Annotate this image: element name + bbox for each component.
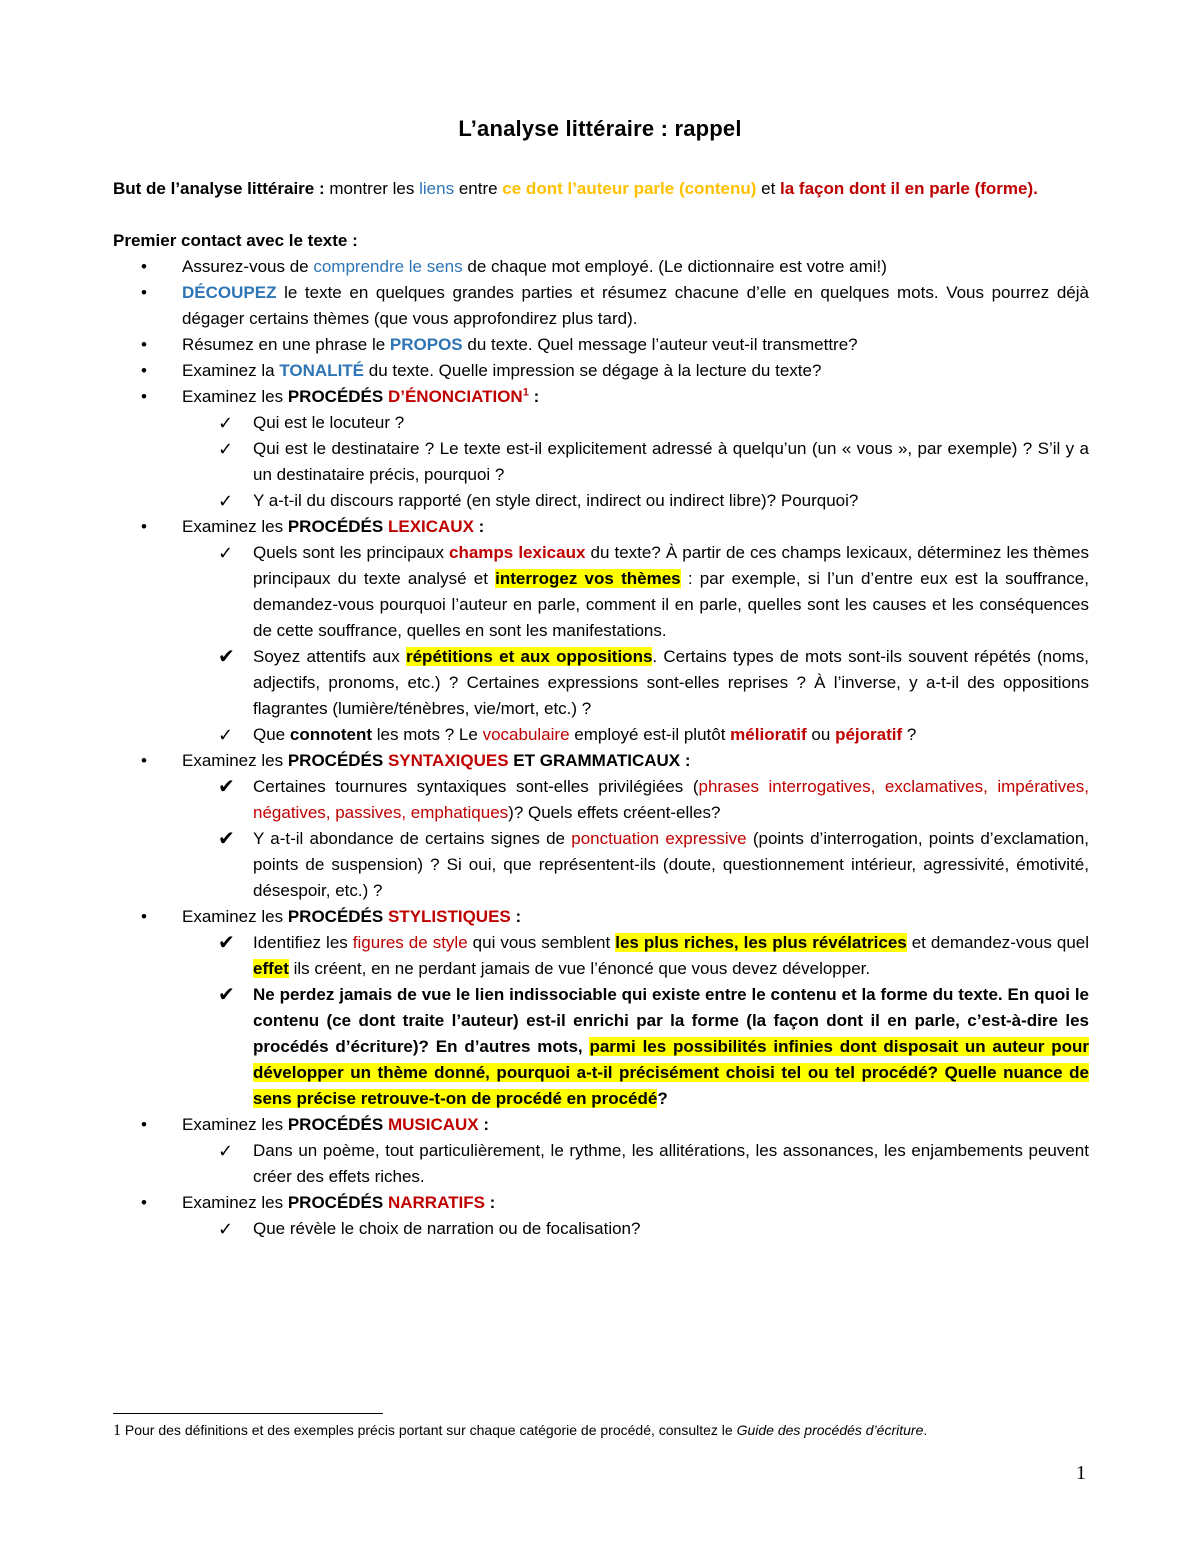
sub-item-text: et demandez-vous quel [906,933,1090,952]
document-body [113,176,1089,1242]
sub-item-red: mélioratif [730,725,807,744]
sub-item-text: ou [806,725,836,744]
sub-item-text: qui vous semblent [467,933,616,952]
item-text: Examinez la [182,361,280,380]
footnote-separator [113,1413,383,1414]
item-procedes: PROCÉDÉS [287,1193,388,1212]
footnote [113,1420,927,1441]
list-item-sens [113,254,1089,280]
item-text: : [484,1193,496,1212]
page-title: L’analyse littéraire : rappel [458,116,742,141]
item-text: : [510,907,522,926]
sub-item-text: )? Quels effets créent-elles? [508,803,721,822]
item-category: LEXICAUX [387,517,474,536]
item-procedes: PROCÉDÉS [287,751,388,770]
item-highlight: DÉCOUPEZ [182,283,277,302]
check-icon: ✓ [218,413,234,433]
sub-item-text: Y a-t-il du discours rapporté (en style direct, indirect ou indirect libre)? Pourquoi? [253,491,859,510]
item-procedes: PROCÉDÉS [287,517,388,536]
main-list [113,254,1089,1242]
item-procedes: PROCÉDÉS [287,907,388,926]
list-item-syntaxiques [113,748,1089,904]
item-category: STYLISTIQUES [387,907,511,926]
footnote-number: 1 [113,1422,121,1439]
sub-list [182,1138,1089,1190]
sub-item-text: les mots ? Le [372,725,483,744]
bullet-icon: • [141,907,147,926]
sub-item [113,982,1089,1112]
sub-item-highlight: parmi les possibilités infinies dont disposait un auteur pour développer un thème donné, pourquoi a-t-il précisément choisi tel ou tel procédé? Quelle nuance de sens précise retrouve-t-on de procédé en procédé [253,1037,1089,1108]
list-item-musicaux [113,1112,1089,1190]
bullet-icon: • [141,1115,147,1134]
item-text: du texte. Quel message l’auteur veut-il transmettre? [462,335,858,354]
item-procedes: PROCÉDÉS [287,387,388,406]
sub-item-text: du texte? À partir de ces champs lexicaux, déterminez les thèmes principaux du texte analysé et [253,543,1090,588]
sub-item-highlight: les plus riches, les plus révélatrices [615,933,907,952]
bullet-icon: • [141,751,147,770]
sub-item-text: Que [253,725,290,744]
sub-item [113,1138,1089,1190]
sub-list [182,774,1089,904]
sub-item-text: : par exemple, si l’un d’entre eux est la souffrance, demandez-vous pourquoi l’auteur en parle, comment il en parle, quelles sont les causes et les conséquences de cette souffrance, quelles en sont les manifestations. [253,569,1089,640]
check-bold-icon: ✔ [218,646,235,668]
item-text: Assurez-vous de [182,257,314,276]
list-item-stylistiques [113,904,1089,1112]
item-category: NARRATIFS [387,1193,485,1212]
item-highlight: PROPOS [389,335,463,354]
sub-item [113,436,1089,488]
list-item-propos [113,332,1089,358]
check-icon: ✓ [218,439,234,459]
sub-item-red: phrases interrogatives, exclamatives, impératives, négatives, passives, emphatiques [253,777,1089,822]
sub-item-red: champs lexicaux [449,543,586,562]
sub-item [113,540,1089,644]
sub-item [113,826,1089,904]
sub-list [182,930,1089,1112]
sub-item-highlight: répétitions et aux oppositions [405,647,653,666]
sub-item-text: Qui est le locuteur ? [253,413,405,432]
bullet-icon: • [141,335,147,354]
item-text: le texte en quelques grandes parties et résumez chacune d’elle en quelques mots. Vous pourrez déjà dégager certains thèmes (que vous approfondirez plus tard). [182,283,1089,328]
item-text: Examinez les [182,751,288,770]
sub-item-text: . Certains types de mots sont-ils souvent répétés (noms, adjectifs, pronoms, etc.) ? Certaines expressions sont-elles reprises ? À l’inverse, y a-t-il des oppositions flagrantes (lumière/ténèbres, vie/mort, etc.) ? [253,647,1089,718]
list-item-tonalite [113,358,1089,384]
footnote-text: Pour des définitions et des exemples précis portant sur chaque catégorie de procédé, consultez le [121,1422,737,1438]
bullet-icon: • [141,257,147,276]
sub-item-text: ils créent, en ne perdant jamais de vue l’énoncé que vous devez développer. [288,959,871,978]
intro-liens: liens [419,179,455,198]
footnote-ref[interactable]: 1 [522,386,529,399]
check-icon: ✓ [218,1219,234,1239]
bullet-icon: • [141,361,147,380]
bullet-icon: • [141,517,147,536]
sub-item [113,774,1089,826]
footnote-guide-title: Guide des procédés d’écriture [736,1422,924,1438]
sub-item-text: Que révèle le choix de narration ou de focalisation? [253,1219,641,1238]
item-text: de chaque mot employé. (Le dictionnaire est votre ami!) [462,257,887,276]
sub-item [113,930,1089,982]
item-text: : [478,1115,490,1134]
sub-item-text: Identifiez les [253,933,353,952]
check-bold-icon: ✔ [218,984,235,1006]
sub-item-text: Y a-t-il abondance de certains signes de [253,829,572,848]
item-category: D’ÉNONCIATION [387,387,523,406]
sub-item [113,488,1089,514]
item-category: SYNTAXIQUES [387,751,509,770]
sub-item-text: employé est-il plutôt [569,725,731,744]
sub-item-text: Quels sont les principaux [253,543,450,562]
sub-item-red: vocabulaire [482,725,570,744]
sub-item-bold: Ne perdez jamais de vue le lien indissociable qui existe entre le contenu et la forme du texte. En quoi le contenu (ce dont traite l’auteur) est-il enrichi par la forme (la façon dont il en parle, c’est-à-dire les procédés d’écriture)? En d’autres mots, [253,985,1089,1056]
intro-contenu: ce dont l’auteur parle (contenu) [502,179,757,198]
item-text: Examinez les [182,387,288,406]
item-highlight: comprendre le sens [313,257,463,276]
item-text: du texte. Quelle impression se dégage à la lecture du texte? [364,361,822,380]
check-bold-icon: ✔ [218,828,235,850]
footnote-text: . [923,1422,928,1438]
check-icon: ✓ [218,1141,234,1161]
check-icon: ✓ [218,491,234,511]
sub-item [113,1216,1089,1242]
intro-label: But de l’analyse littéraire : [113,179,325,198]
sub-item-bold: connotent [289,725,373,744]
sub-item-text: ? [902,725,917,744]
sub-item-text: Dans un poème, tout particulièrement, le rythme, les allitérations, les assonances, les enjambements peuvent créer des effets riches. [253,1141,1089,1186]
sub-item-text: Qui est le destinataire ? Le texte est-il explicitement adressé à quelqu’un (un « vous », par exemple) ? S’il y a un destinataire précis, pourquoi ? [253,439,1089,484]
intro-paragraph [113,176,1089,202]
check-icon: ✓ [218,543,234,563]
intro-text: montrer les [324,179,420,198]
sub-item [113,722,1089,748]
sub-item [113,644,1089,722]
list-item-lexicaux [113,514,1089,748]
list-item-decoupez [113,280,1089,332]
sub-item-highlight: interrogez vos thèmes [495,569,681,588]
sub-item-red: péjoratif [835,725,903,744]
intro-text: entre [454,179,503,198]
sub-item [113,410,1089,436]
bullet-icon: • [141,283,147,302]
sub-list [182,1216,1089,1242]
item-text: Examinez les [182,517,288,536]
item-text: Résumez en une phrase le [182,335,390,354]
check-icon: ✓ [218,725,234,745]
sub-item-red: figures de style [352,933,468,952]
item-text: Examinez les [182,1193,288,1212]
item-text: ET GRAMMATICAUX : [508,751,691,770]
item-text: : [473,517,485,536]
sub-item-text: Soyez attentifs aux [253,647,406,666]
intro-forme: la façon dont il en parle (forme). [780,179,1038,198]
bullet-icon: • [141,387,147,406]
item-procedes: PROCÉDÉS [287,1115,388,1134]
sub-list [182,410,1089,514]
item-text: : [528,387,540,406]
bullet-icon: • [141,1193,147,1212]
sub-item-text: Certaines tournures syntaxiques sont-elles privilégiées ( [253,777,699,796]
check-bold-icon: ✔ [218,932,235,954]
item-text: Examinez les [182,1115,288,1134]
list-item-enonciation [113,384,1089,514]
sub-list [182,540,1089,748]
item-text: Examinez les [182,907,288,926]
check-bold-icon: ✔ [218,776,235,798]
sub-item-red: ponctuation expressive [571,829,747,848]
item-highlight: TONALITÉ [279,361,365,380]
intro-text: et [756,179,781,198]
sub-item-bold: ? [657,1089,668,1108]
sub-item-highlight: effet [253,959,289,978]
item-category: MUSICAUX [387,1115,479,1134]
list-item-narratifs [113,1190,1089,1242]
premier-contact-heading: Premier contact avec le texte : [113,231,358,250]
sub-item-text: (points d’interrogation, points d’exclamation, points de suspension) ? Si oui, que représentent-ils (doute, questionnement intérieur, agressivité, émotivité, désespoir, etc.) ? [253,829,1090,900]
page-number: 1 [1076,1462,1086,1484]
